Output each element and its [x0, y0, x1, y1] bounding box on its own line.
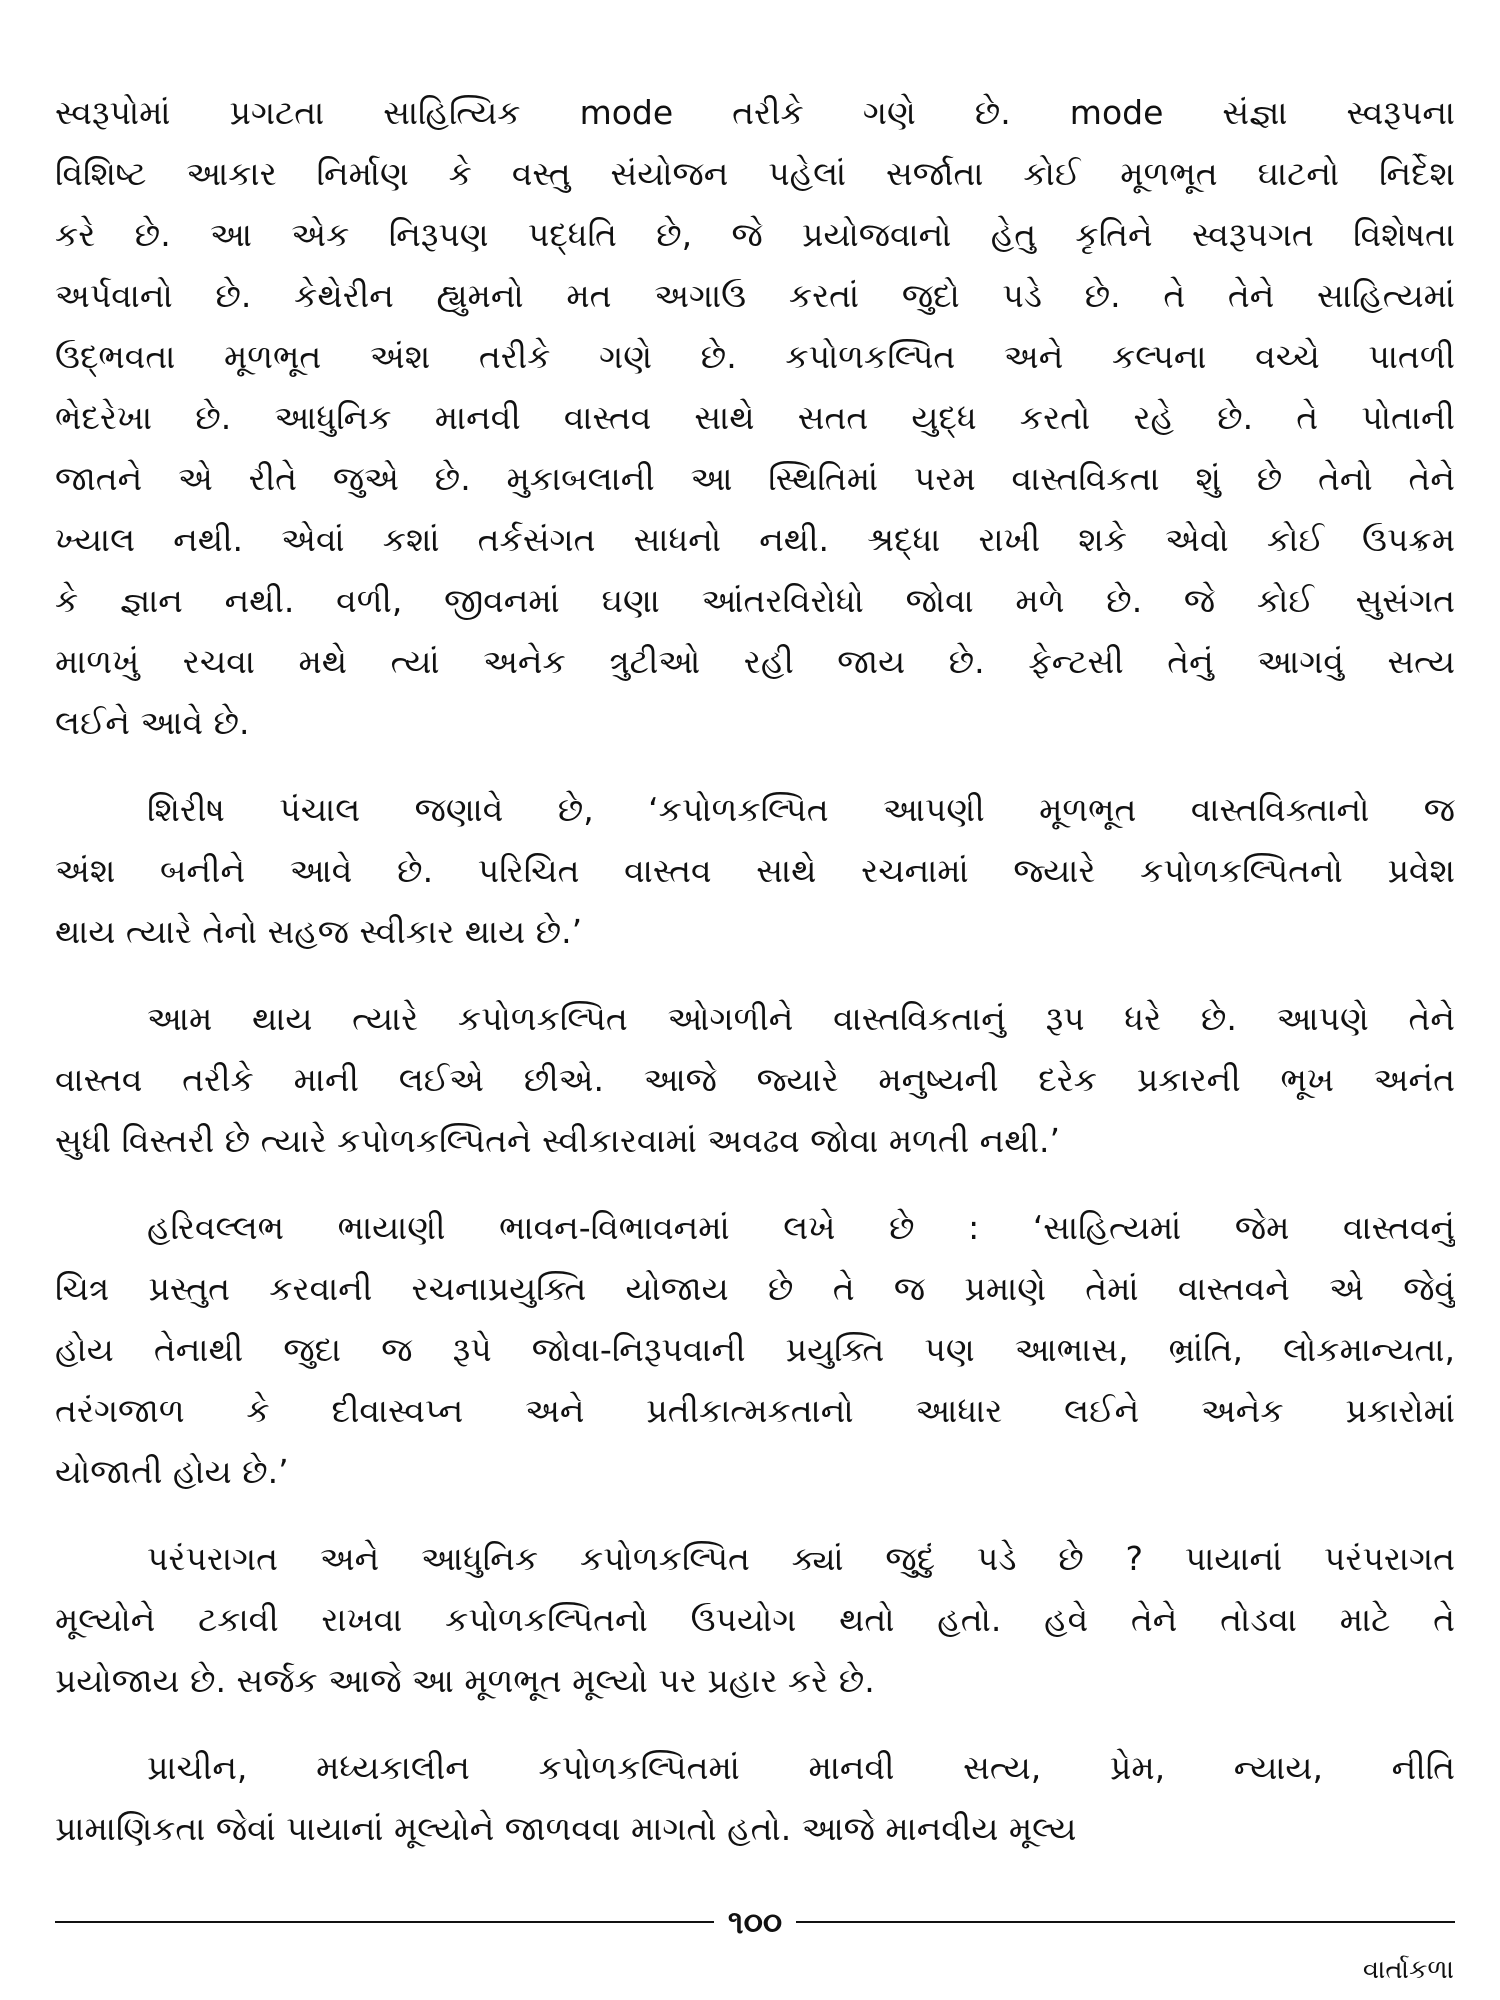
footer-rule-right — [796, 1921, 1455, 1923]
body-text — [55, 82, 1455, 1885]
text-line: ખ્યાલ નથી. એવાં કશાં તર્કસંગત સાધનો નથી. શ્રદ્ધા રાખી શકે એવો કોઈ ઉપક્રમ — [55, 520, 1455, 559]
paragraph — [55, 1197, 1455, 1502]
text-line: માળખું રચવા મથે ત્યાં અનેક ત્રુટીઓ રહી જાય છે. ફેન્ટસી તેનું આગવું સત્ય — [55, 642, 1455, 681]
text-line: પ્રાચીન, મધ્યકાલીન કપોળકલ્પિતમાં માનવી સત્ય, પ્રેમ, ન્યાય, નીતિ — [147, 1748, 1455, 1787]
paragraph — [55, 82, 1455, 753]
text-line: પ્રામાણિકતા જેવાં પાયાનાં મૂલ્યોને જાળવવા માગતો હતો. આજે માનવીય મૂલ્ય — [55, 1809, 1077, 1848]
text-line: યોજાતી હોય છે.’ — [55, 1452, 289, 1491]
text-line: કે જ્ઞાન નથી. વળી, જીવનમાં ઘણા આંતરવિરોધો જોવા મળે છે. જે કોઈ સુસંગત — [55, 581, 1455, 620]
text-line: કરે છે. આ એક નિરૂપણ પદ્ધતિ છે, જે પ્રયોજવાનો હેતુ કૃતિને સ્વરૂપગત વિશેષતા — [55, 215, 1455, 254]
paragraph — [55, 988, 1455, 1171]
page-footer — [55, 1902, 1455, 1942]
text-line: જાતને એ રીતે જુએ છે. મુકાબલાની આ સ્થિતિમાં પરમ વાસ્તવિકતા શું છે તેનો તેને — [55, 459, 1455, 498]
text-line: મૂલ્યોને ટકાવી રાખવા કપોળકલ્પિતનો ઉપયોગ થતો હતો. હવે તેને તોડવા માટે તે — [55, 1600, 1455, 1639]
text-line: આમ થાય ત્યારે કપોળકલ્પિત ઓગળીને વાસ્તવિકતાનું રૂપ ધરે છે. આપણે તેને — [147, 999, 1455, 1038]
running-footer-title: વાર્તાકળા — [1362, 1955, 1454, 1985]
paragraph — [55, 779, 1455, 962]
text-line: સુધી વિસ્તરી છે ત્યારે કપોળકલ્પિતને સ્વીકારવામાં અવઢવ જોવા મળતી નથી.’ — [55, 1121, 1061, 1160]
text-line: હોય તેનાથી જુદા જ રૂપે જોવા-નિરૂપવાની પ્રયુક્તિ પણ આભાસ, ભ્રાંતિ, લોકમાન્યતા, — [55, 1330, 1455, 1369]
text-line: ચિત્ર પ્રસ્તુત કરવાની રચનાપ્રયુક્તિ યોજાય છે તે જ પ્રમાણે તેમાં વાસ્તવને એ જેવું — [55, 1269, 1455, 1308]
paragraph — [55, 1737, 1455, 1859]
text-line: પરંપરાગત અને આધુનિક કપોળકલ્પિત ક્યાં જુદું પડે છે ? પાયાનાં પરંપરાગત — [147, 1539, 1455, 1578]
footer-rule-left — [55, 1921, 714, 1923]
text-line: લઈને આવે છે. — [55, 703, 250, 742]
text-line: સ્વરૂપોમાં પ્રગટતા સાહિત્યિક mode તરીકે ગણે છે. mode સંજ્ઞા સ્વરૂપના — [55, 93, 1455, 132]
text-line: પ્રયોજાય છે. સર્જક આજે આ મૂળભૂત મૂલ્યો પર પ્રહાર કરે છે. — [55, 1661, 875, 1700]
text-line: અર્પવાનો છે. કેથેરીન હ્યુમનો મત અગાઉ કરતાં જુદો પડે છે. તે તેને સાહિત્યમાં — [55, 276, 1455, 315]
text-line: વિશિષ્ટ આકાર નિર્માણ કે વસ્તુ સંયોજન પહેલાં સર્જાતા કોઈ મૂળભૂત ઘાટનો નિર્દેશ — [55, 154, 1455, 193]
text-line: શિરીષ પંચાલ જણાવે છે, ‘કપોળકલ્પિત આપણી મૂળભૂત વાસ્તવિક્તાનો જ — [147, 790, 1455, 829]
paragraph — [55, 1528, 1455, 1711]
text-line: ભેદરેખા છે. આધુનિક માનવી વાસ્તવ સાથે સતત યુદ્ધ કરતો રહે છે. તે પોતાની — [55, 398, 1455, 437]
page-number: ૧૦૦ — [727, 1903, 783, 1941]
text-line: વાસ્તવ તરીકે માની લઈએ છીએ. આજે જ્યારે મનુષ્યની દરેક પ્રકારની ભૂખ અનંત — [55, 1060, 1455, 1099]
text-line: થાય ત્યારે તેનો સહજ સ્વીકાર થાય છે.’ — [55, 912, 583, 951]
text-line: હરિવલ્લભ ભાયાણી ભાવન-વિભાવનમાં લખે છે : ‘સાહિત્યમાં જેમ વાસ્તવનું — [147, 1208, 1455, 1247]
text-line: ઉદ્ભવતા મૂળભૂત અંશ તરીકે ગણે છે. કપોળકલ્પિત અને કલ્પના વચ્ચે પાતળી — [55, 337, 1455, 376]
text-line: અંશ બનીને આવે છે. પરિચિત વાસ્તવ સાથે રચનામાં જ્યારે કપોળકલ્પિતનો પ્રવેશ — [55, 851, 1455, 890]
text-line: તરંગજાળ કે દીવાસ્વપ્ન અને પ્રતીકાત્મકતાનો આધાર લઈને અનેક પ્રકારોમાં — [55, 1391, 1455, 1430]
